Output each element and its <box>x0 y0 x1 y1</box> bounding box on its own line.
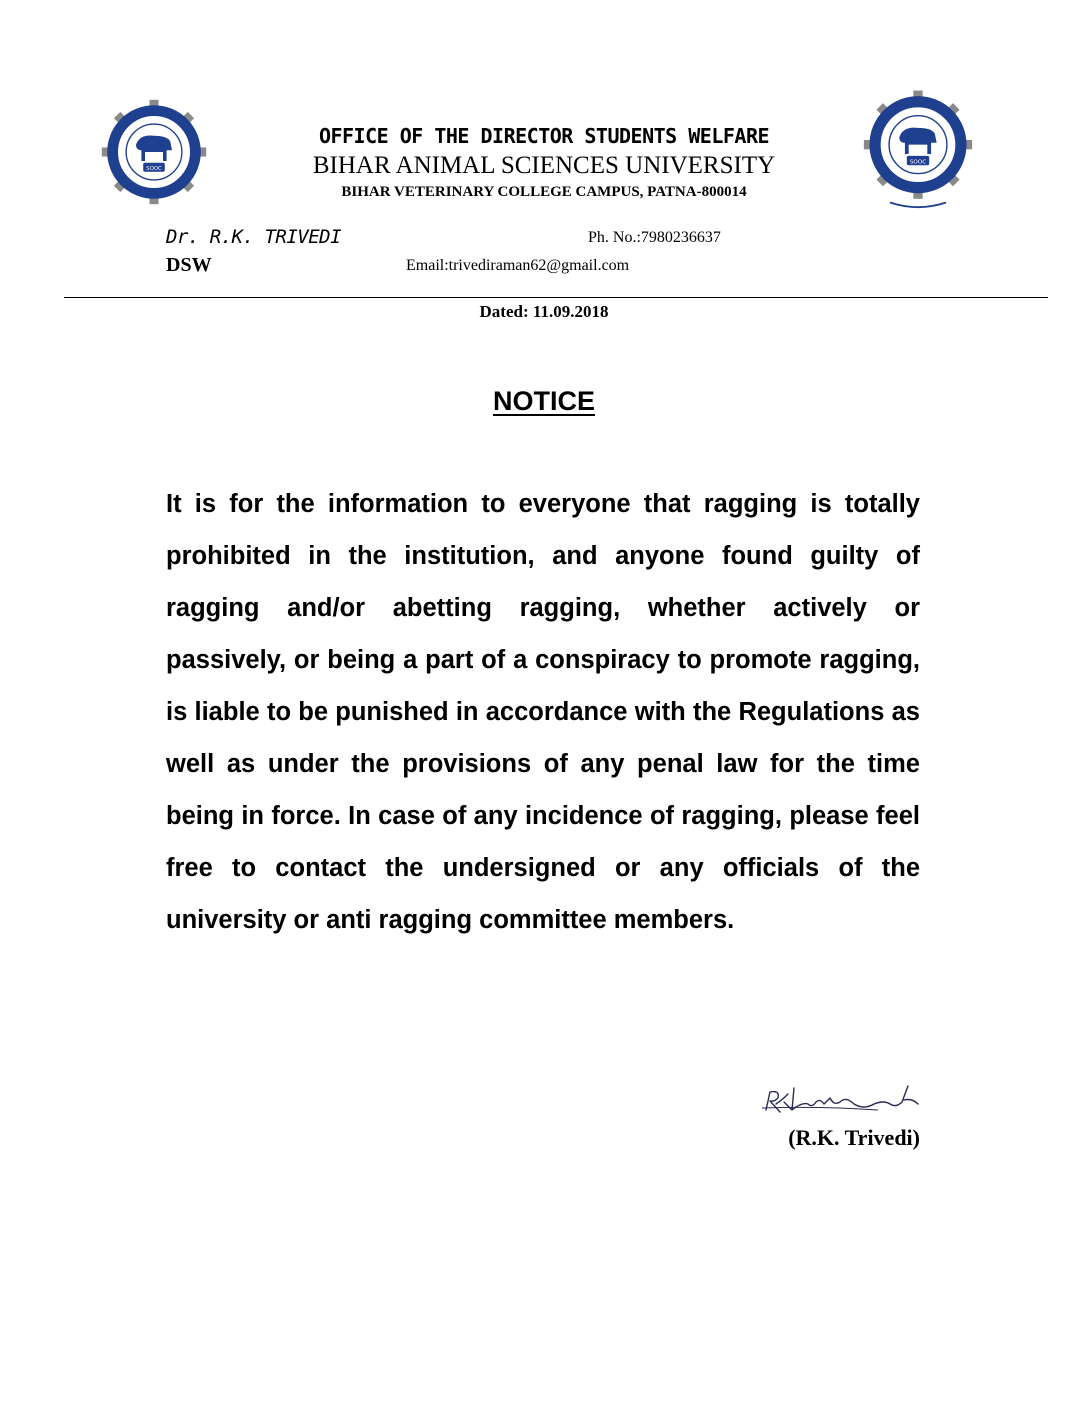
signatory-name: (R.K. Trivedi) <box>788 1125 920 1150</box>
university-seal-icon <box>100 96 208 208</box>
svg-text:SOOC: SOOC <box>909 159 927 166</box>
notice-body: It is for the information to everyone that ragging is totally prohibited in the institution, and anyone found guilty of ragging and/or abetting ragging, whether actively or passively, or being a part of a conspiracy to promote ragging, is liable to be punished in accordance with the Regulations as well as under the provisions of any penal law for the time being in force. In case of any incidence of ragging, please feel free to contact the undersigned or any officials of the university or anti ragging committee members. <box>166 490 920 934</box>
office-heading: OFFICE OF THE DIRECTOR STUDENTS WELFARE <box>318 124 770 148</box>
notice-date: Dated: 11.09.2018 <box>479 302 609 321</box>
email-address: Email:trivediraman62@gmail.com <box>406 257 630 274</box>
svg-text:SOOC: SOOC <box>146 166 162 172</box>
officer-designation: DSW <box>166 254 212 276</box>
phone-number: Ph. No.:7980236637 <box>588 229 721 246</box>
campus-address: BIHAR VETERINARY COLLEGE CAMPUS, PATNA-800014 <box>341 184 747 200</box>
handwritten-signature <box>758 1080 928 1120</box>
notice-title: NOTICE <box>492 386 595 416</box>
header-divider <box>64 297 1048 298</box>
officer-name: Dr. R.K. TRIVEDI <box>166 226 342 248</box>
university-name: BIHAR ANIMAL SCIENCES UNIVERSITY <box>312 152 776 179</box>
